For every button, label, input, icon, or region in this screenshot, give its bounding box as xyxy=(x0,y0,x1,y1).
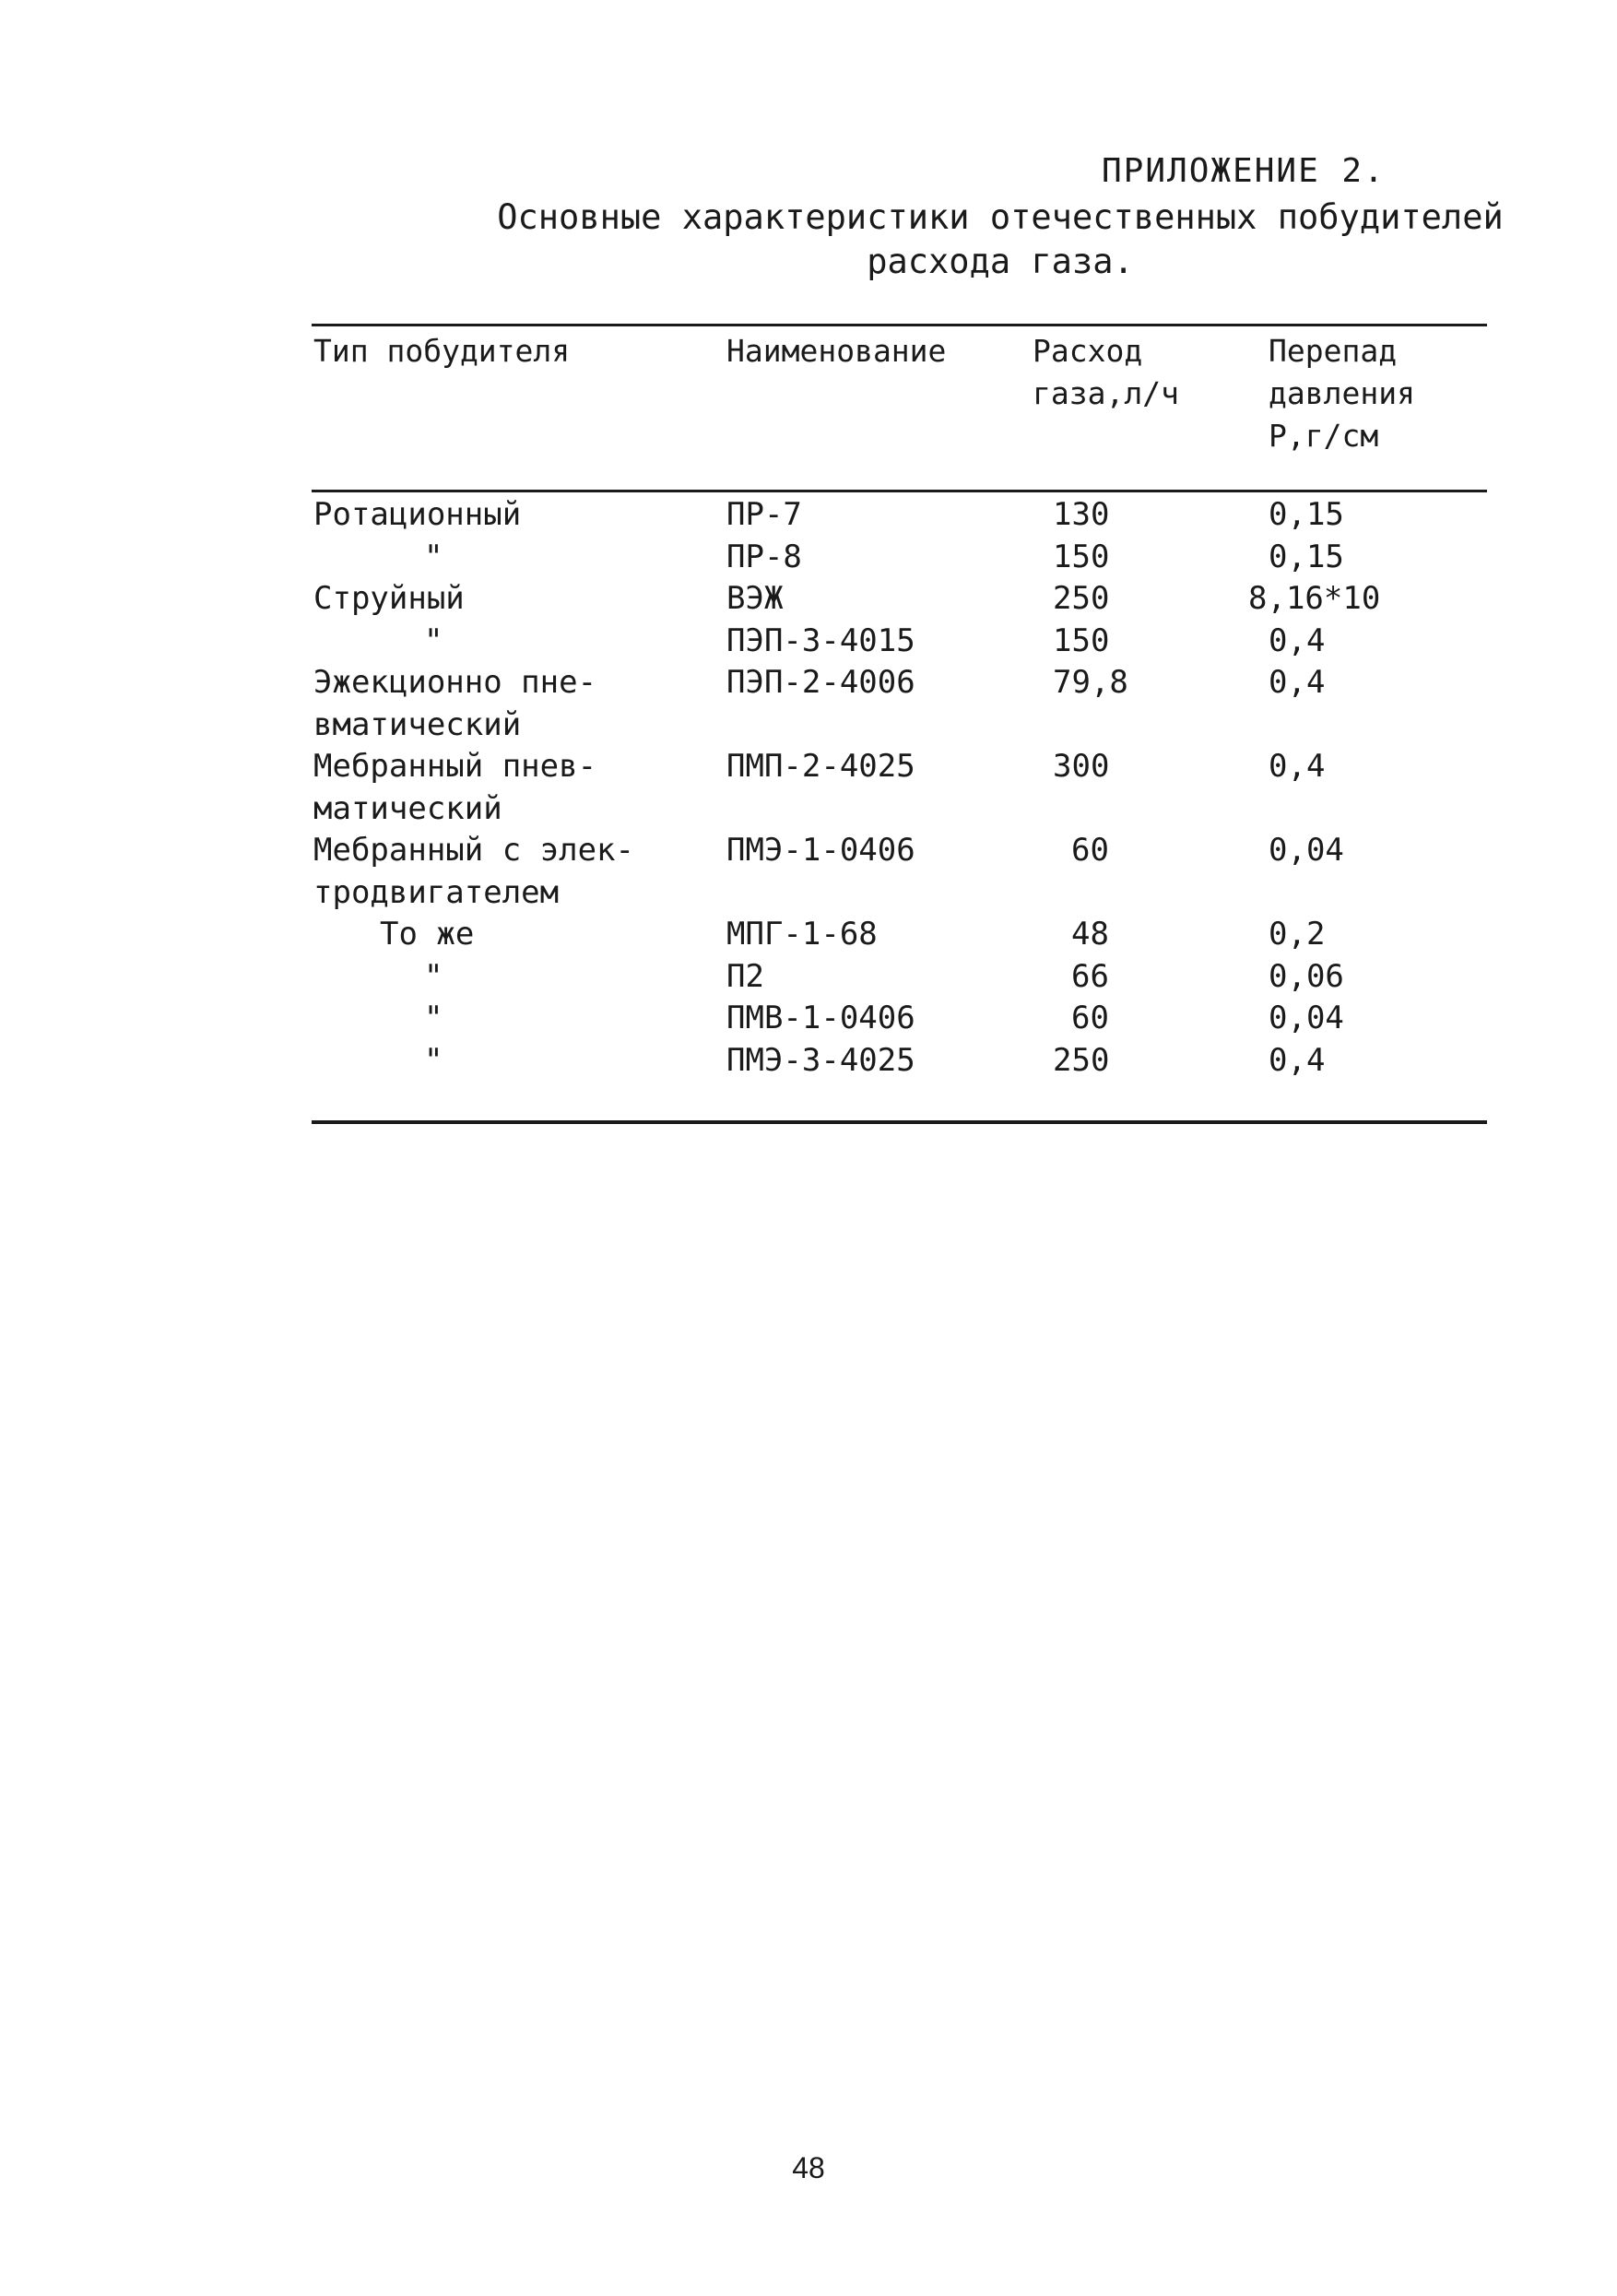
cell-flow: 79,8 xyxy=(1053,664,1128,701)
cell-type: То же xyxy=(380,916,475,953)
cell-name: ПМЭ-1-0406 xyxy=(726,832,915,869)
cell-name: ВЭЖ xyxy=(726,580,784,617)
cell-name: ПМВ-1-0406 xyxy=(726,1000,915,1036)
header-name: Наименование xyxy=(726,333,947,369)
table-row xyxy=(312,662,1487,746)
table-row xyxy=(312,578,1487,621)
cell-name: МПГ-1-68 xyxy=(726,916,878,953)
appendix-label: ПРИЛОЖЕНИЕ 2. xyxy=(1102,152,1386,190)
cell-flow: 300 xyxy=(1053,748,1110,785)
cell-type: " xyxy=(424,1041,443,1079)
cell-pressure: 8,16*10 xyxy=(1248,580,1381,617)
table-row xyxy=(312,746,1487,830)
cell-type: Мебранный пнев- матический xyxy=(313,748,597,827)
cell-type: Струйный xyxy=(313,580,465,617)
cell-pressure: 0,04 xyxy=(1269,1000,1344,1036)
cell-flow: 250 xyxy=(1053,1041,1110,1079)
header-flow: Расход газа,л/ч xyxy=(1033,333,1179,411)
cell-flow: 250 xyxy=(1053,580,1110,617)
cell-pressure: 0,04 xyxy=(1269,832,1344,869)
table-row xyxy=(312,494,1487,537)
cell-name: П2 xyxy=(726,957,764,995)
cell-flow: 60 xyxy=(1071,832,1109,869)
cell-flow: 48 xyxy=(1071,916,1109,953)
cell-pressure: 0,4 xyxy=(1269,1041,1326,1079)
cell-flow: 150 xyxy=(1053,538,1110,575)
table-header-rule xyxy=(312,490,1487,492)
cell-pressure: 0,15 xyxy=(1269,538,1344,575)
page-number: 48 xyxy=(792,2151,825,2184)
table-row xyxy=(312,998,1487,1040)
cell-flow: 150 xyxy=(1053,621,1110,659)
cell-name: ПМЭ-3-4025 xyxy=(726,1041,915,1079)
cell-type: " xyxy=(424,957,443,995)
cell-flow: 66 xyxy=(1071,957,1109,995)
cell-name: ПЭП-2-4006 xyxy=(726,664,915,701)
cell-type: " xyxy=(424,1000,443,1036)
cell-type: " xyxy=(424,621,443,659)
header-pressure: Перепад давления Р,г/см xyxy=(1269,333,1415,454)
cell-pressure: 0,4 xyxy=(1269,621,1326,659)
cell-name: ПЭП-3-4015 xyxy=(726,621,915,659)
table-row xyxy=(312,956,1487,999)
table-row xyxy=(312,914,1487,956)
cell-pressure: 0,15 xyxy=(1269,496,1344,533)
table-header xyxy=(312,330,1487,487)
table-row xyxy=(312,1040,1487,1083)
cell-name: ПМП-2-4025 xyxy=(726,748,915,785)
cell-pressure: 0,06 xyxy=(1269,957,1344,995)
table-bottom-rule xyxy=(312,1120,1487,1124)
cell-pressure: 0,4 xyxy=(1269,748,1326,785)
header-type: Тип побудителя xyxy=(313,333,571,369)
cell-flow: 60 xyxy=(1071,1000,1109,1036)
table-row xyxy=(312,830,1487,914)
cell-name: ПР-7 xyxy=(726,496,802,533)
table-row xyxy=(312,537,1487,579)
cell-type: Эжекционно пне- вматический xyxy=(313,664,597,743)
cell-type: Мебранный с элек- тродвигателем xyxy=(313,832,634,911)
document-title: Основные характеристики отечественных побудителей расхода газа. xyxy=(497,197,1504,281)
cell-name: ПР-8 xyxy=(726,538,802,575)
cell-pressure: 0,2 xyxy=(1269,916,1326,953)
cell-pressure: 0,4 xyxy=(1269,664,1326,701)
table-row xyxy=(312,621,1487,663)
table-top-rule xyxy=(312,324,1487,326)
table-body xyxy=(312,494,1487,1082)
cell-type: " xyxy=(424,538,443,575)
cell-type: Ротационный xyxy=(313,496,522,533)
cell-flow: 130 xyxy=(1053,496,1110,533)
